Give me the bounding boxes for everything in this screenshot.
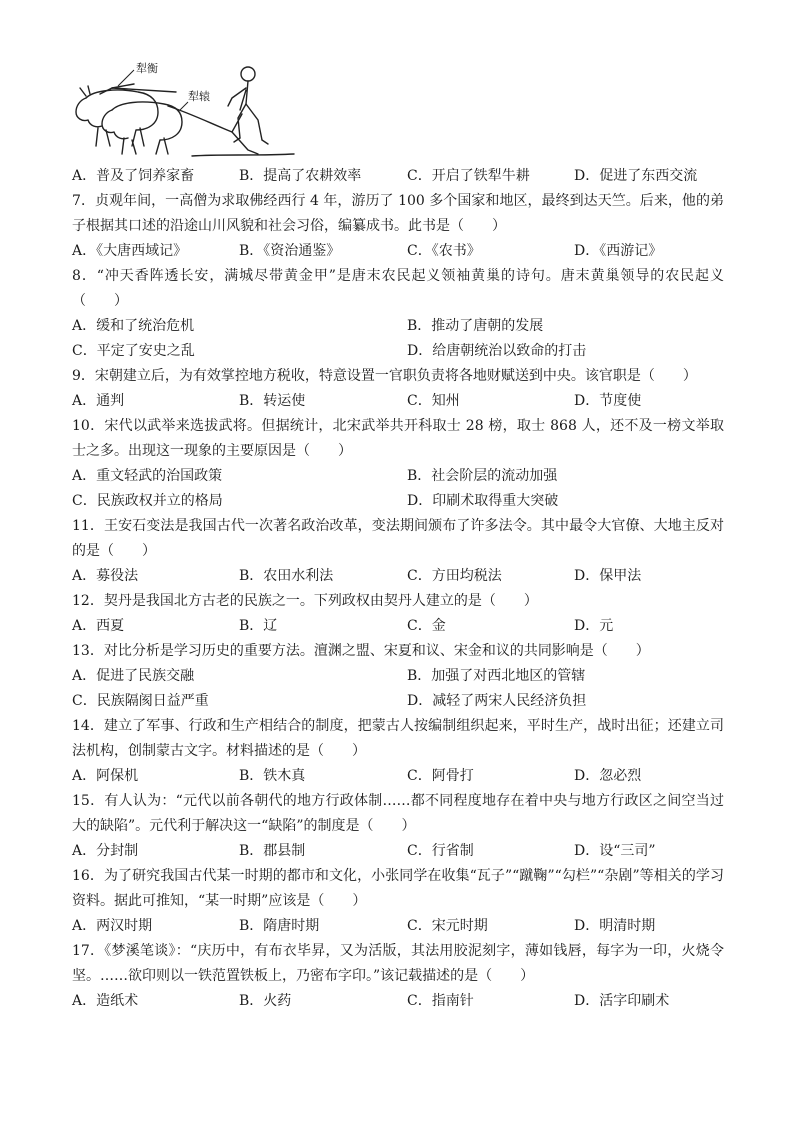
q10-option-a[interactable]: A．重文轻武的治国政策 [72,468,223,484]
q14-option-c[interactable]: C．阿骨打 [407,768,474,784]
q16-option-a[interactable]: A．两汉时期 [72,918,153,934]
q9-option-c[interactable]: C．知州 [407,393,460,409]
q10-option-b[interactable]: B．社会阶层的流动加强 [407,468,558,484]
q13-option-c[interactable]: C．民族隔阂日益严重 [72,693,209,709]
q7-option-c[interactable]: C．《农书》 [407,243,481,259]
q12-option-a[interactable]: A．西夏 [72,618,125,634]
q12-option-d[interactable]: D．元 [574,618,614,634]
q14-option-b[interactable]: B．铁木真 [239,768,306,784]
q9-stem: 9．宋朝建立后，为有效掌控地方税收，特意设置一官职负责将各地财赋送到中央。该官职是（ ） [72,368,697,384]
q9-option-b[interactable]: B．转运使 [239,393,306,409]
q14-option-d[interactable]: D．忽必烈 [574,768,642,784]
q16-options [72,914,724,939]
q13-options-row2 [72,689,724,714]
q14-option-a[interactable]: A．阿保机 [72,768,139,784]
q12-options [72,614,724,639]
q15-option-c[interactable]: C．行省制 [407,843,474,859]
q6-option-d[interactable]: D．促进了东西交流 [574,168,698,184]
q15-option-d[interactable]: D．设“三司” [574,843,656,859]
q13-options-row1 [72,664,724,689]
q11-option-c[interactable]: C．方田均税法 [407,568,502,584]
q12-stem: 12．契丹是我国北方古老的民族之一。下列政权由契丹人建立的是（ ） [72,593,538,609]
q13-option-d[interactable]: D．减轻了两宋人民经济负担 [407,693,587,709]
q8-option-b[interactable]: B．推动了唐朝的发展 [407,318,544,334]
q6-option-b[interactable]: B．提高了农耕效率 [239,168,362,184]
q8-options-row1 [72,314,724,339]
q7-option-a[interactable]: A．《大唐西域记》 [72,243,188,259]
q6-option-a[interactable]: A．普及了饲养家畜 [72,168,195,184]
ox-plough-illustration [72,58,302,164]
q15-option-b[interactable]: B．郡县制 [239,843,306,859]
q17-option-a[interactable]: A．造纸术 [72,993,139,1009]
q10-option-d[interactable]: D．印刷术取得重大突破 [407,493,559,509]
q16-option-b[interactable]: B．隋唐时期 [239,918,320,934]
q9-options [72,389,724,414]
q14-options [72,764,724,789]
q8-options-row2 [72,339,724,364]
q7-options [72,239,724,264]
q17-option-c[interactable]: C．指南针 [407,993,474,1009]
q8-stem: 8．“冲天香阵透长安，满城尽带黄金甲”是唐末农民起义领袖黄巢的诗句。唐末黄巢领导的农民起义（ ） [72,268,724,309]
q15-stem: 15．有人认为：“元代以前各朝代的地方行政体制……都不同程度地存在着中央与地方行政区之间空当过大的缺陷”。元代利于解决这一“缺陷”的制度是（ ） [72,793,724,834]
q8-option-c[interactable]: C．平定了安史之乱 [72,343,195,359]
q6-options [72,164,724,189]
q10-stem: 10．宋代以武举来选拔武将。但据统计，北宋武举共开科取士 28 榜，取士 868 人，还不及一榜文举取士之多。出现这一现象的主要原因是（ ） [72,418,724,459]
q16-option-c[interactable]: C．宋元时期 [407,918,488,934]
question-list [72,164,724,1014]
q8-option-a[interactable]: A．缓和了统治危机 [72,318,195,334]
q13-stem: 13．对比分析是学习历史的重要方法。澶渊之盟、宋夏和议、宋金和议的共同影响是（ ） [72,643,650,659]
q17-option-d[interactable]: D．活字印刷术 [574,993,670,1009]
q9-option-a[interactable]: A．通判 [72,393,125,409]
q10-option-c[interactable]: C．民族政权并立的格局 [72,493,223,509]
q15-options [72,839,724,864]
q7-stem: 7．贞观年间，一高僧为求取佛经西行 4 年，游历了 100 多个国家和地区，最终到达天竺。后来，他的弟子根据其口述的沿途山川风貌和社会习俗，编纂成书。此书是（ ） [72,193,724,234]
q11-option-d[interactable]: D．保甲法 [574,568,642,584]
q15-option-a[interactable]: A．分封制 [72,843,139,859]
q17-stem: 17．《梦溪笔谈》：“庆历中，有布衣毕昇，又为活版，其法用胶泥刻字，薄如钱唇，每字为一印，火烧令坚。……欲印则以一铁范置铁板上，乃密布字印。”该记载描述的是（ ） [72,943,724,984]
q16-stem: 16．为了研究我国古代某一时期的都市和文化，小张同学在收集“瓦子”“蹴鞠”“勾栏”“杂剧”等相关的学习资料。据此可推知，“某一时期”应该是（ ） [72,868,724,909]
q11-options [72,564,724,589]
q13-option-a[interactable]: A．促进了民族交融 [72,668,195,684]
q6-option-c[interactable]: C．开启了铁犁牛耕 [407,168,530,184]
q11-stem: 11．王安石变法是我国古代一次著名政治改革，变法期间颁布了许多法令。其中最令大官僚、大地主反对的是（ ） [72,518,724,559]
q7-option-b[interactable]: B．《资治通鉴》 [239,243,341,259]
q12-option-b[interactable]: B．辽 [239,618,278,634]
ox-plough-drawing [72,58,302,164]
q10-options-row2 [72,489,724,514]
q14-stem: 14．建立了军事、行政和生产相结合的制度，把蒙古人按编制组织起来，平时生产，战时出征；还建立司法机构，创制蒙古文字。材料描述的是（ ） [72,718,724,759]
q9-option-d[interactable]: D．节度使 [574,393,642,409]
q17-options [72,989,724,1014]
q12-option-c[interactable]: C．金 [407,618,446,634]
q13-option-b[interactable]: B．加强了对西北地区的管辖 [407,668,586,684]
q17-option-b[interactable]: B．火药 [239,993,292,1009]
q8-option-d[interactable]: D．给唐朝统治以致命的打击 [407,343,587,359]
q11-option-a[interactable]: A．募役法 [72,568,139,584]
q16-option-d[interactable]: D．明清时期 [574,918,656,934]
q11-option-b[interactable]: B．农田水利法 [239,568,334,584]
q10-options-row1 [72,464,724,489]
label-yuan: 犁辕 [188,90,210,103]
q7-option-d[interactable]: D．《西游记》 [574,243,663,259]
label-hengli: 犁衡 [136,62,158,75]
